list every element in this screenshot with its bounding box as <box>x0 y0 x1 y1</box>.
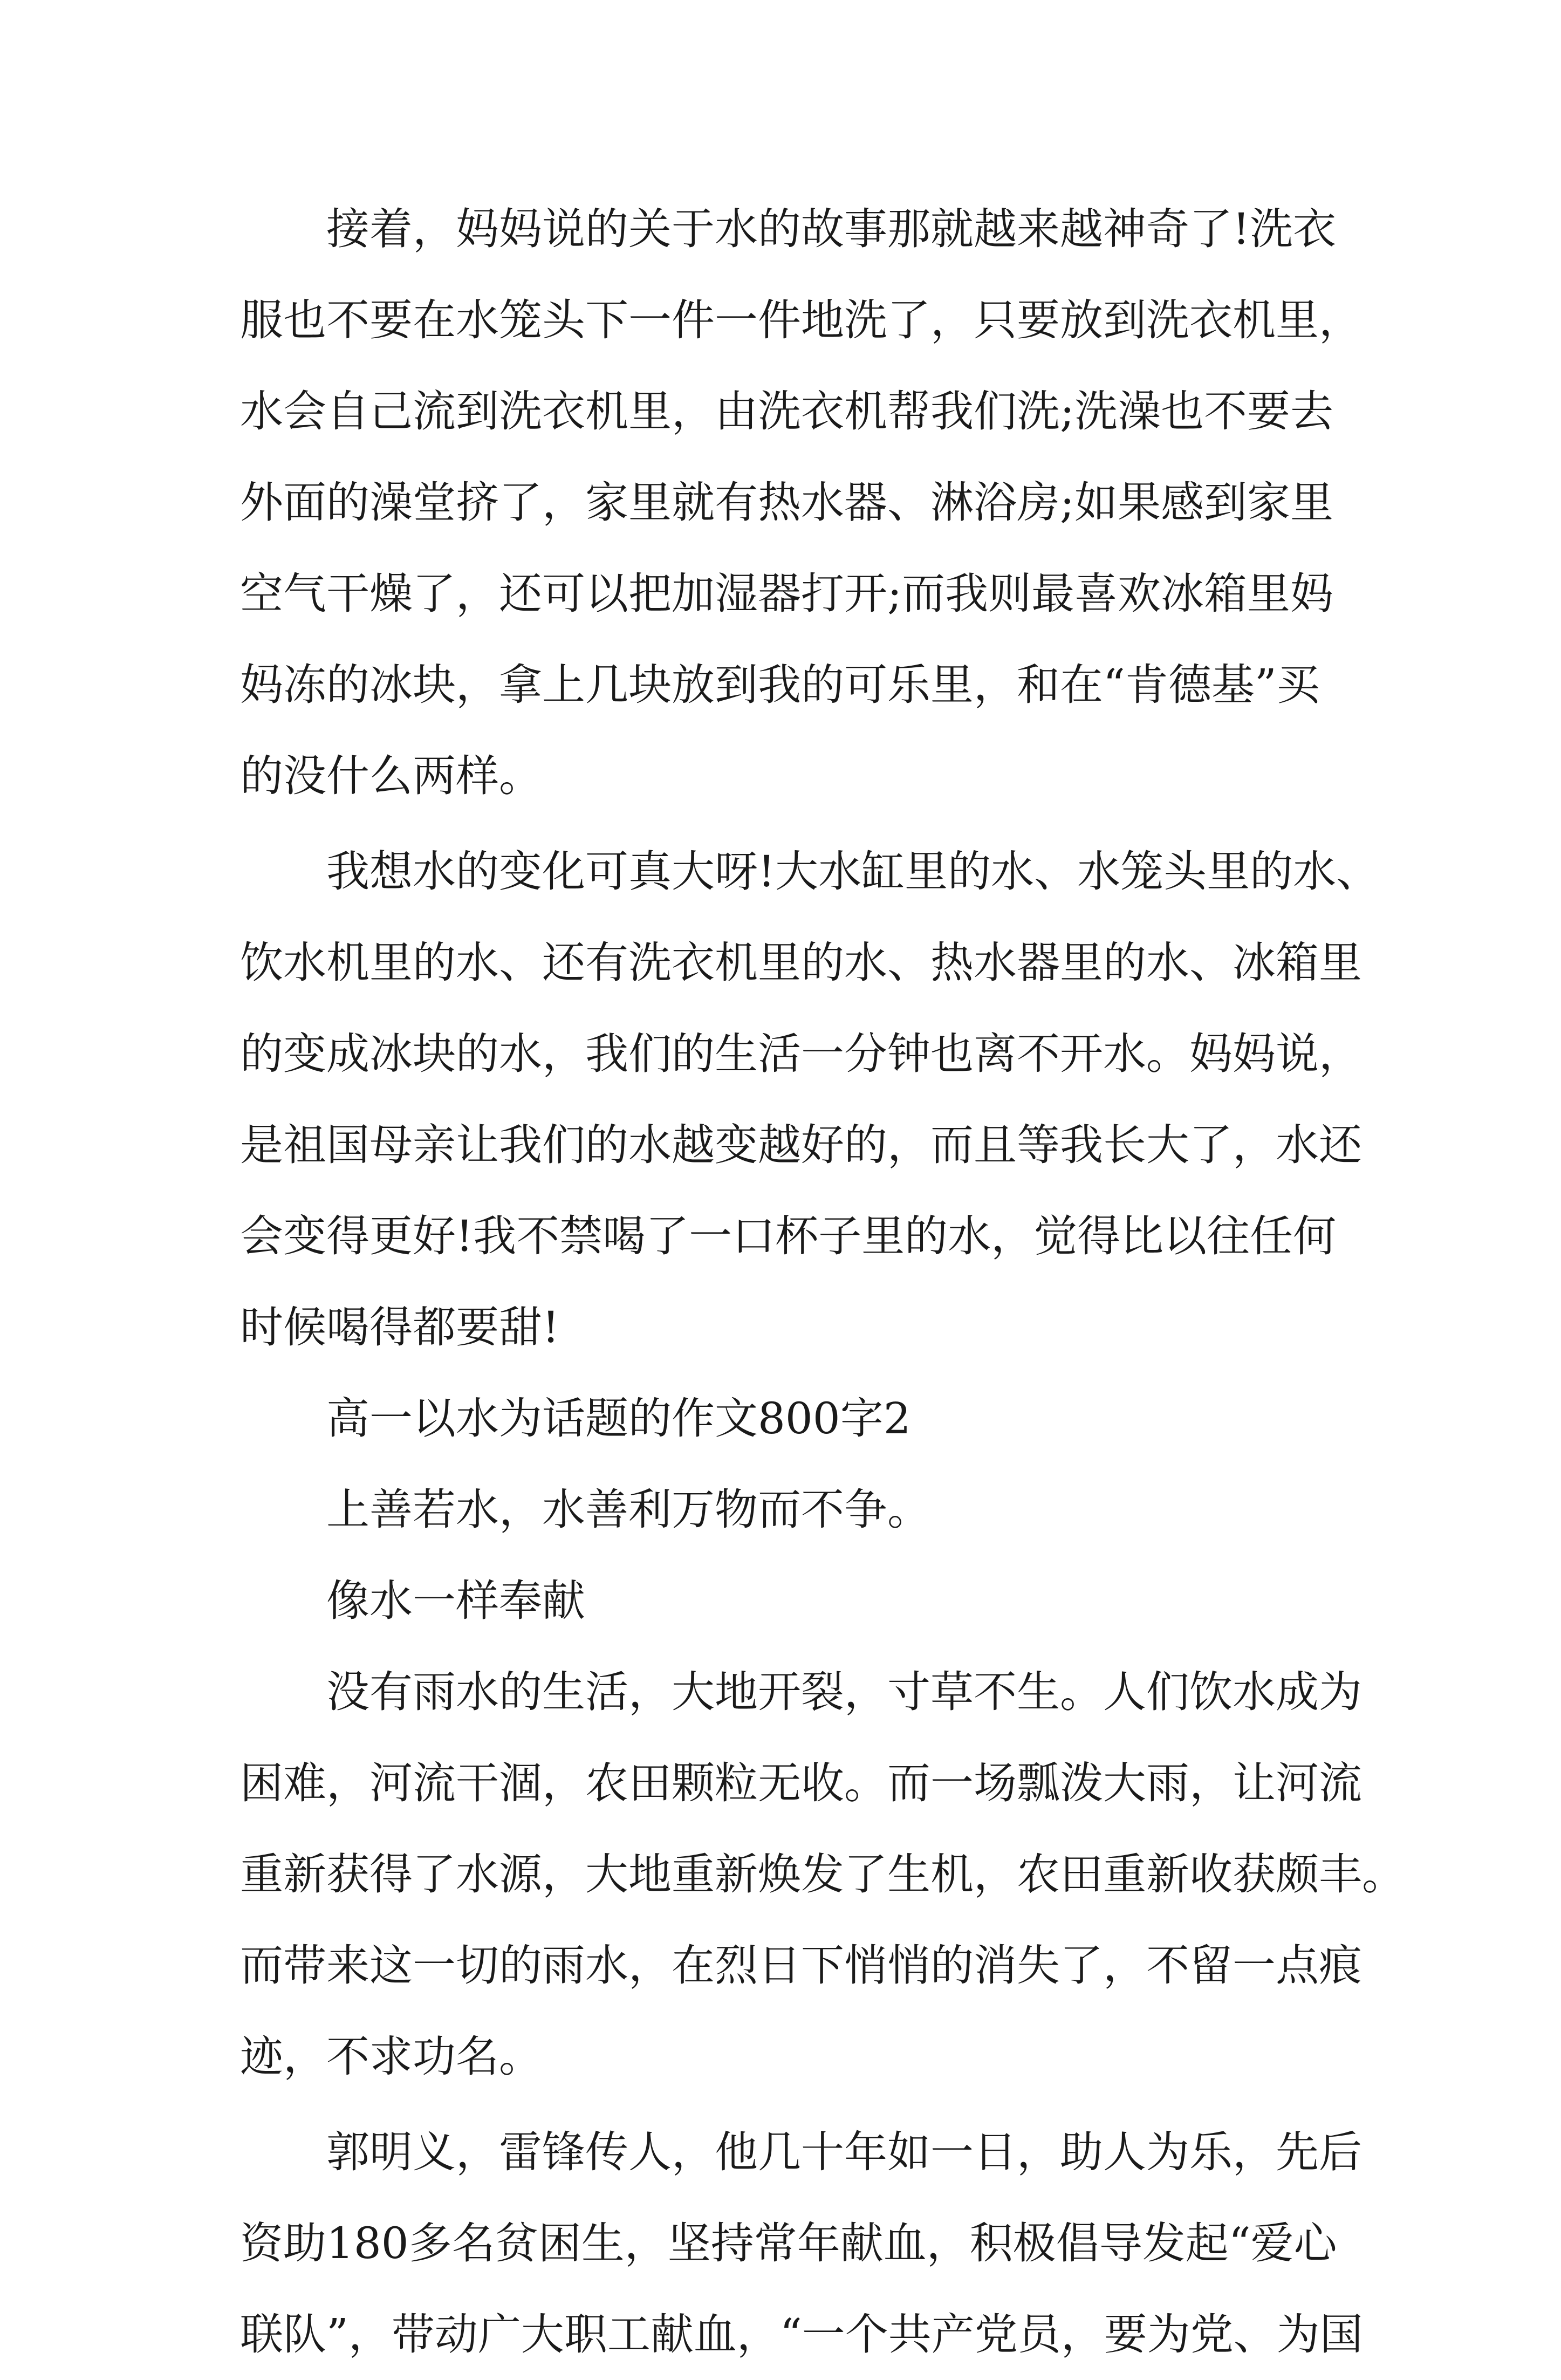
paragraph-line: 重新获得了水源，大地重新焕发了生机，农田重新收获颇丰。 <box>240 1849 1405 1899</box>
essay-heading: 高一以水为话题的作文800字2 <box>326 1393 911 1444</box>
paragraph-line: 困难，河流干涸，农田颗粒无收。而一场瓢泼大雨，让河流 <box>240 1758 1362 1808</box>
paragraph-line: 接着，妈妈说的关于水的故事那就越来越神奇了!洗衣 <box>326 204 1337 254</box>
epigraph-line: 上善若水，水善利万物而不争。 <box>326 1485 930 1535</box>
paragraph-line: 没有雨水的生活，大地开裂，寸草不生。人们饮水成为 <box>326 1667 1362 1717</box>
paragraph-line: 是祖国母亲让我们的水越变越好的，而且等我长大了，水还 <box>240 1120 1362 1170</box>
paragraph-line: 妈冻的冰块，拿上几块放到我的可乐里，和在“肯德基”买 <box>240 660 1320 710</box>
document-body <box>240 183 1405 2380</box>
paragraph-line: 时候喝得都要甜! <box>240 1302 560 1352</box>
paragraph-line: 水会自己流到洗衣机里，由洗衣机帮我们洗;洗澡也不要去 <box>240 386 1333 436</box>
section-title: 像水一样奉献 <box>326 1576 585 1626</box>
paragraph-line: 外面的澡堂挤了，家里就有热水器、淋浴房;如果感到家里 <box>240 477 1333 528</box>
paragraph-line: 饮水机里的水、还有洗衣机里的水、热水器里的水、冰箱里 <box>240 938 1362 988</box>
paragraph-line: 而带来这一切的雨水，在烈日下悄悄的消失了，不留一点痕 <box>240 1940 1362 1991</box>
paragraph-line: 空气干燥了，还可以把加湿器打开;而我则最喜欢冰箱里妈 <box>240 569 1333 619</box>
paragraph-line: 的变成冰块的水，我们的生活一分钟也离不开水。妈妈说， <box>240 1029 1362 1079</box>
paragraph-line: 迹，不求功名。 <box>240 2032 542 2082</box>
paragraph-line: 的没什么两样。 <box>240 751 542 801</box>
paragraph-line: 服也不要在水笼头下一件一件地洗了，只要放到洗衣机里， <box>240 295 1362 345</box>
paragraph-line: 郭明义，雷锋传人，他几十年如一日，助人为乐，先后 <box>326 2127 1362 2177</box>
paragraph-line: 会变得更好!我不禁喝了一口杯子里的水，觉得比以往任何 <box>240 1211 1337 1261</box>
paragraph-line: 我想水的变化可真大呀!大水缸里的水、水笼头里的水、 <box>326 846 1380 897</box>
paragraph-line: 资助180多名贫困生，坚持常年献血，积极倡导发起“爱心 <box>240 2218 1337 2268</box>
paragraph-line: 联队”，带动广大职工献血，“一个共产党员，要为党、为国 <box>240 2309 1363 2360</box>
